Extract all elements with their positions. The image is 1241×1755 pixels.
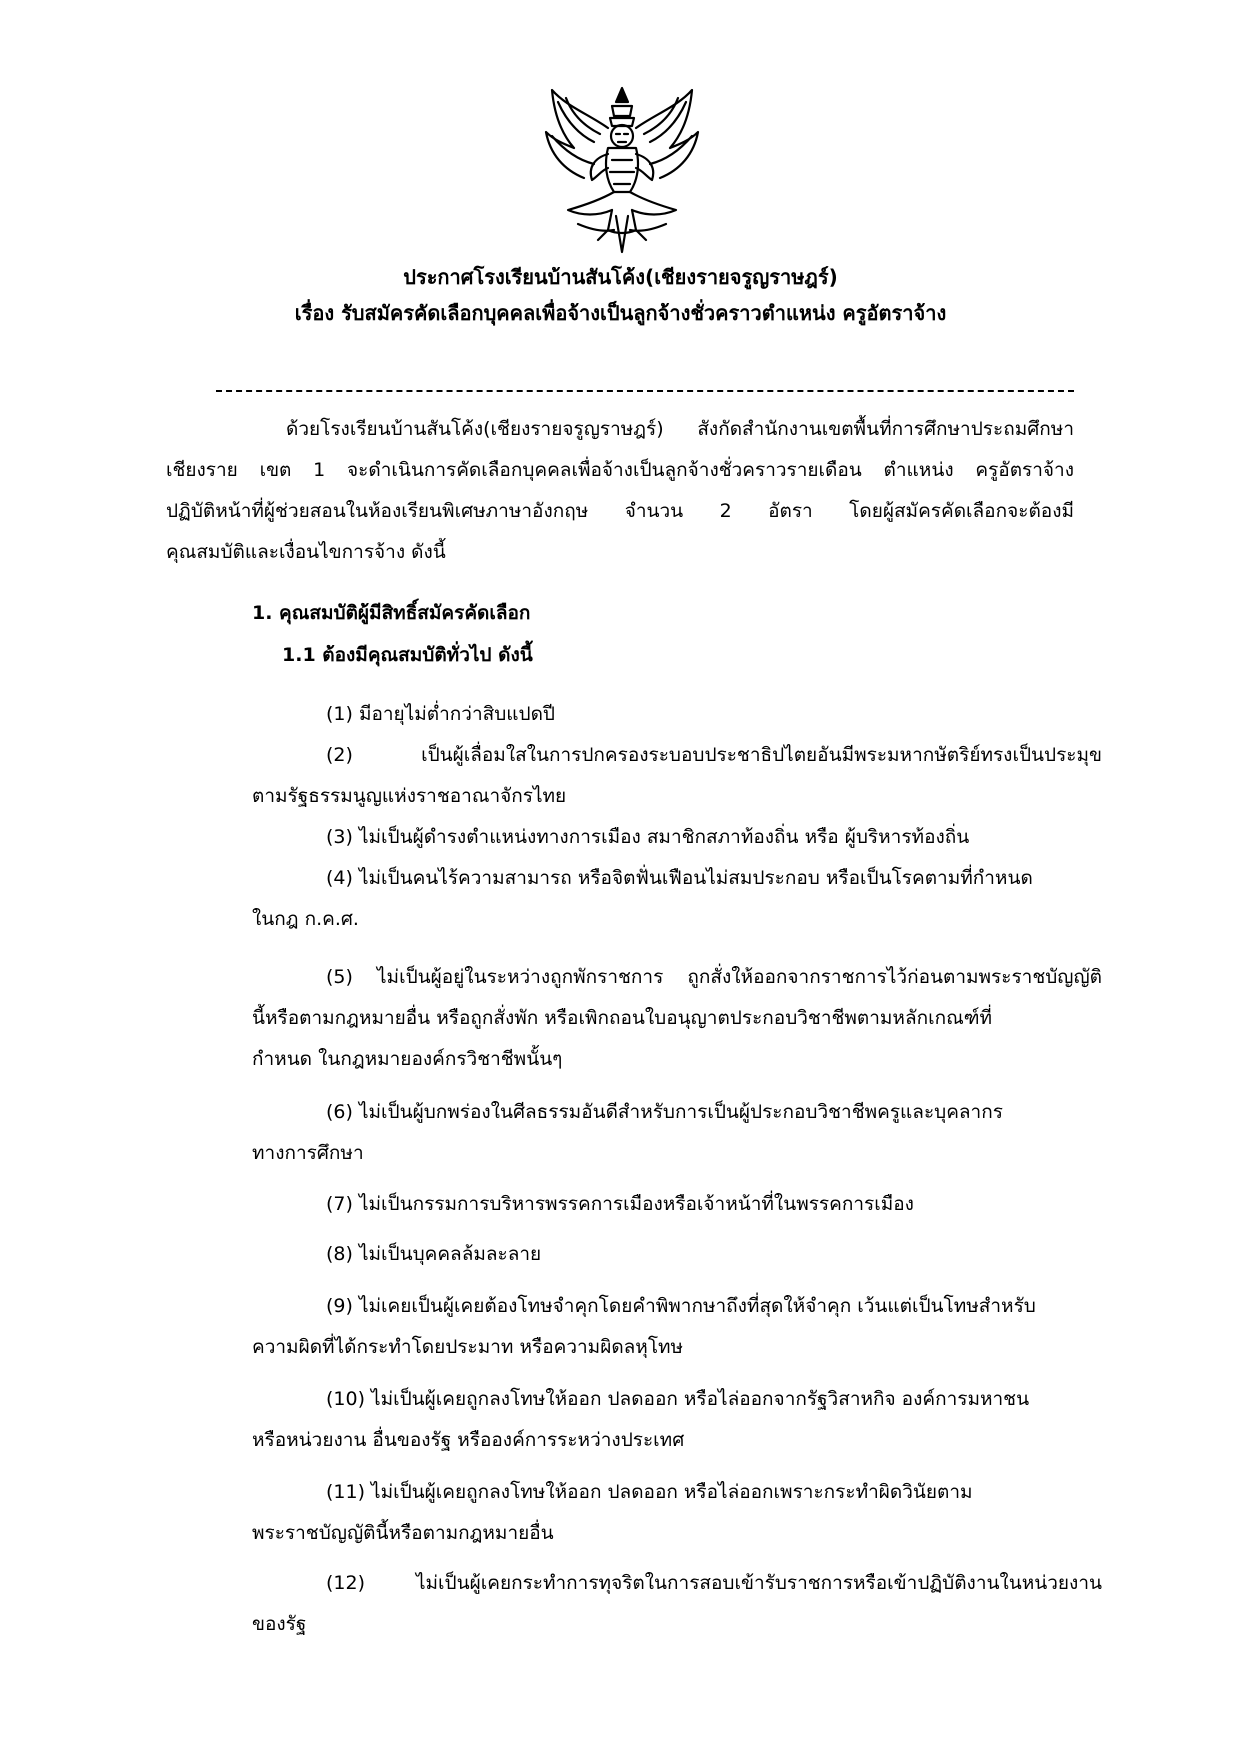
announcement-title: ประกาศโรงเรียนบ้านสันโค้ง(เชียงรายจรูญราษฎร์) bbox=[403, 265, 838, 289]
list-item: (9) ไม่เคยเป็นผู้เคยต้องโทษจำคุกโดยคำพิพากษาถึงที่สุดให้จำคุก เว้นแต่เป็นโทษสำหรับ bbox=[326, 1295, 1036, 1317]
list-item-continuation: ตามรัฐธรรมนูญแห่งราชอาณาจักรไทย bbox=[252, 785, 567, 807]
list-item: (5) ไม่เป็นผู้อยู่ในระหว่างถูกพักราชการ ถูกสั่งให้ออกจากราชการไว้ก่อนตามพระราชบัญญัติ bbox=[326, 966, 1102, 988]
list-item-continuation: ทางการศึกษา bbox=[252, 1142, 364, 1164]
intro-line: คุณสมบัติและเงื่อนไขการจ้าง ดังนี้ bbox=[166, 541, 446, 563]
intro-line: เชียงราย เขต 1 จะดำเนินการคัดเลือกบุคคลเพื่อจ้างเป็นลูกจ้างชั่วคราวรายเดือน ตำแหน่ง ครูอัตราจ้าง bbox=[166, 459, 1074, 481]
list-item-continuation: ของรัฐ bbox=[252, 1613, 307, 1635]
list-item: (11) ไม่เป็นผู้เคยถูกลงโทษให้ออก ปลดออก หรือไล่ออกเพราะกระทำผิดวินัยตาม bbox=[326, 1481, 973, 1503]
list-item: (2) เป็นผู้เลื่อมใสในการปกครองระบอบประชาธิปไตยอันมีพระมหากษัตริย์ทรงเป็นประมุข bbox=[326, 744, 1102, 766]
list-item-continuation: พระราชบัญญัตินี้หรือตามกฎหมายอื่น bbox=[252, 1522, 554, 1544]
list-item-continuation: หรือหน่วยงาน อื่นของรัฐ หรือองค์การระหว่างประเทศ bbox=[252, 1429, 685, 1451]
list-item: (10) ไม่เป็นผู้เคยถูกลงโทษให้ออก ปลดออก หรือไล่ออกจากรัฐวิสาหกิจ องค์การมหาชน bbox=[326, 1388, 1030, 1410]
section-heading: 1. คุณสมบัติผู้มีสิทธิ์สมัครคัดเลือก bbox=[252, 602, 531, 624]
list-item-continuation: นี้หรือตามกฎหมายอื่น หรือถูกสั่งพัก หรือเพิกถอนใบอนุญาตประกอบวิชาชีพตามหลักเกณฑ์ที่ bbox=[252, 1007, 993, 1029]
list-item: (7) ไม่เป็นกรรมการบริหารพรรคการเมืองหรือเจ้าหน้าที่ในพรรคการเมือง bbox=[326, 1193, 914, 1215]
list-item-continuation: ในกฎ ก.ค.ศ. bbox=[252, 908, 359, 930]
list-item: (6) ไม่เป็นผู้บกพร่องในศีลธรรมอันดีสำหรับการเป็นผู้ประกอบวิชาชีพครูและบุคลากร bbox=[326, 1101, 1003, 1123]
list-item-continuation: กำหนด ในกฎหมายองค์กรวิชาชีพนั้นๆ bbox=[252, 1048, 563, 1070]
list-item: (12) ไม่เป็นผู้เคยกระทำการทุจริตในการสอบเข้ารับราชการหรือเข้าปฏิบัติงานในหน่วยงาน bbox=[326, 1572, 1102, 1594]
list-item: (3) ไม่เป็นผู้ดำรงตำแหน่งทางการเมือง สมาชิกสภาท้องถิ่น หรือ ผู้บริหารท้องถิ่น bbox=[326, 826, 970, 848]
subsection-heading: 1.1 ต้องมีคุณสมบัติทั่วไป ดังนี้ bbox=[282, 644, 533, 666]
dashed-divider bbox=[216, 390, 1074, 392]
intro-line: ปฏิบัติหน้าที่ผู้ช่วยสอนในห้องเรียนพิเศษภาษาอังกฤษ จำนวน 2 อัตรา โดยผู้สมัครคัดเลือกจะต้องมี bbox=[166, 500, 1074, 522]
list-item: (8) ไม่เป็นบุคคลล้มละลาย bbox=[326, 1243, 542, 1265]
intro-line: ด้วยโรงเรียนบ้านสันโค้ง(เชียงรายจรูญราษฎร์) สังกัดสำนักงานเขตพื้นที่การศึกษาประถมศึกษา bbox=[286, 418, 1074, 440]
list-item-continuation: ความผิดที่ได้กระทำโดยประมาท หรือความผิดลหุโทษ bbox=[252, 1336, 684, 1358]
garuda-emblem-icon bbox=[538, 84, 706, 256]
announcement-subject: เรื่อง รับสมัครคัดเลือกบุคคลเพื่อจ้างเป็นลูกจ้างชั่วคราวตำแหน่ง ครูอัตราจ้าง bbox=[294, 301, 947, 325]
list-item: (4) ไม่เป็นคนไร้ความสามารถ หรือจิตฟั่นเฟือนไม่สมประกอบ หรือเป็นโรคตามที่กำหนด bbox=[326, 867, 1033, 889]
list-item: (1) มีอายุไม่ต่ำกว่าสิบแปดปี bbox=[326, 703, 555, 725]
